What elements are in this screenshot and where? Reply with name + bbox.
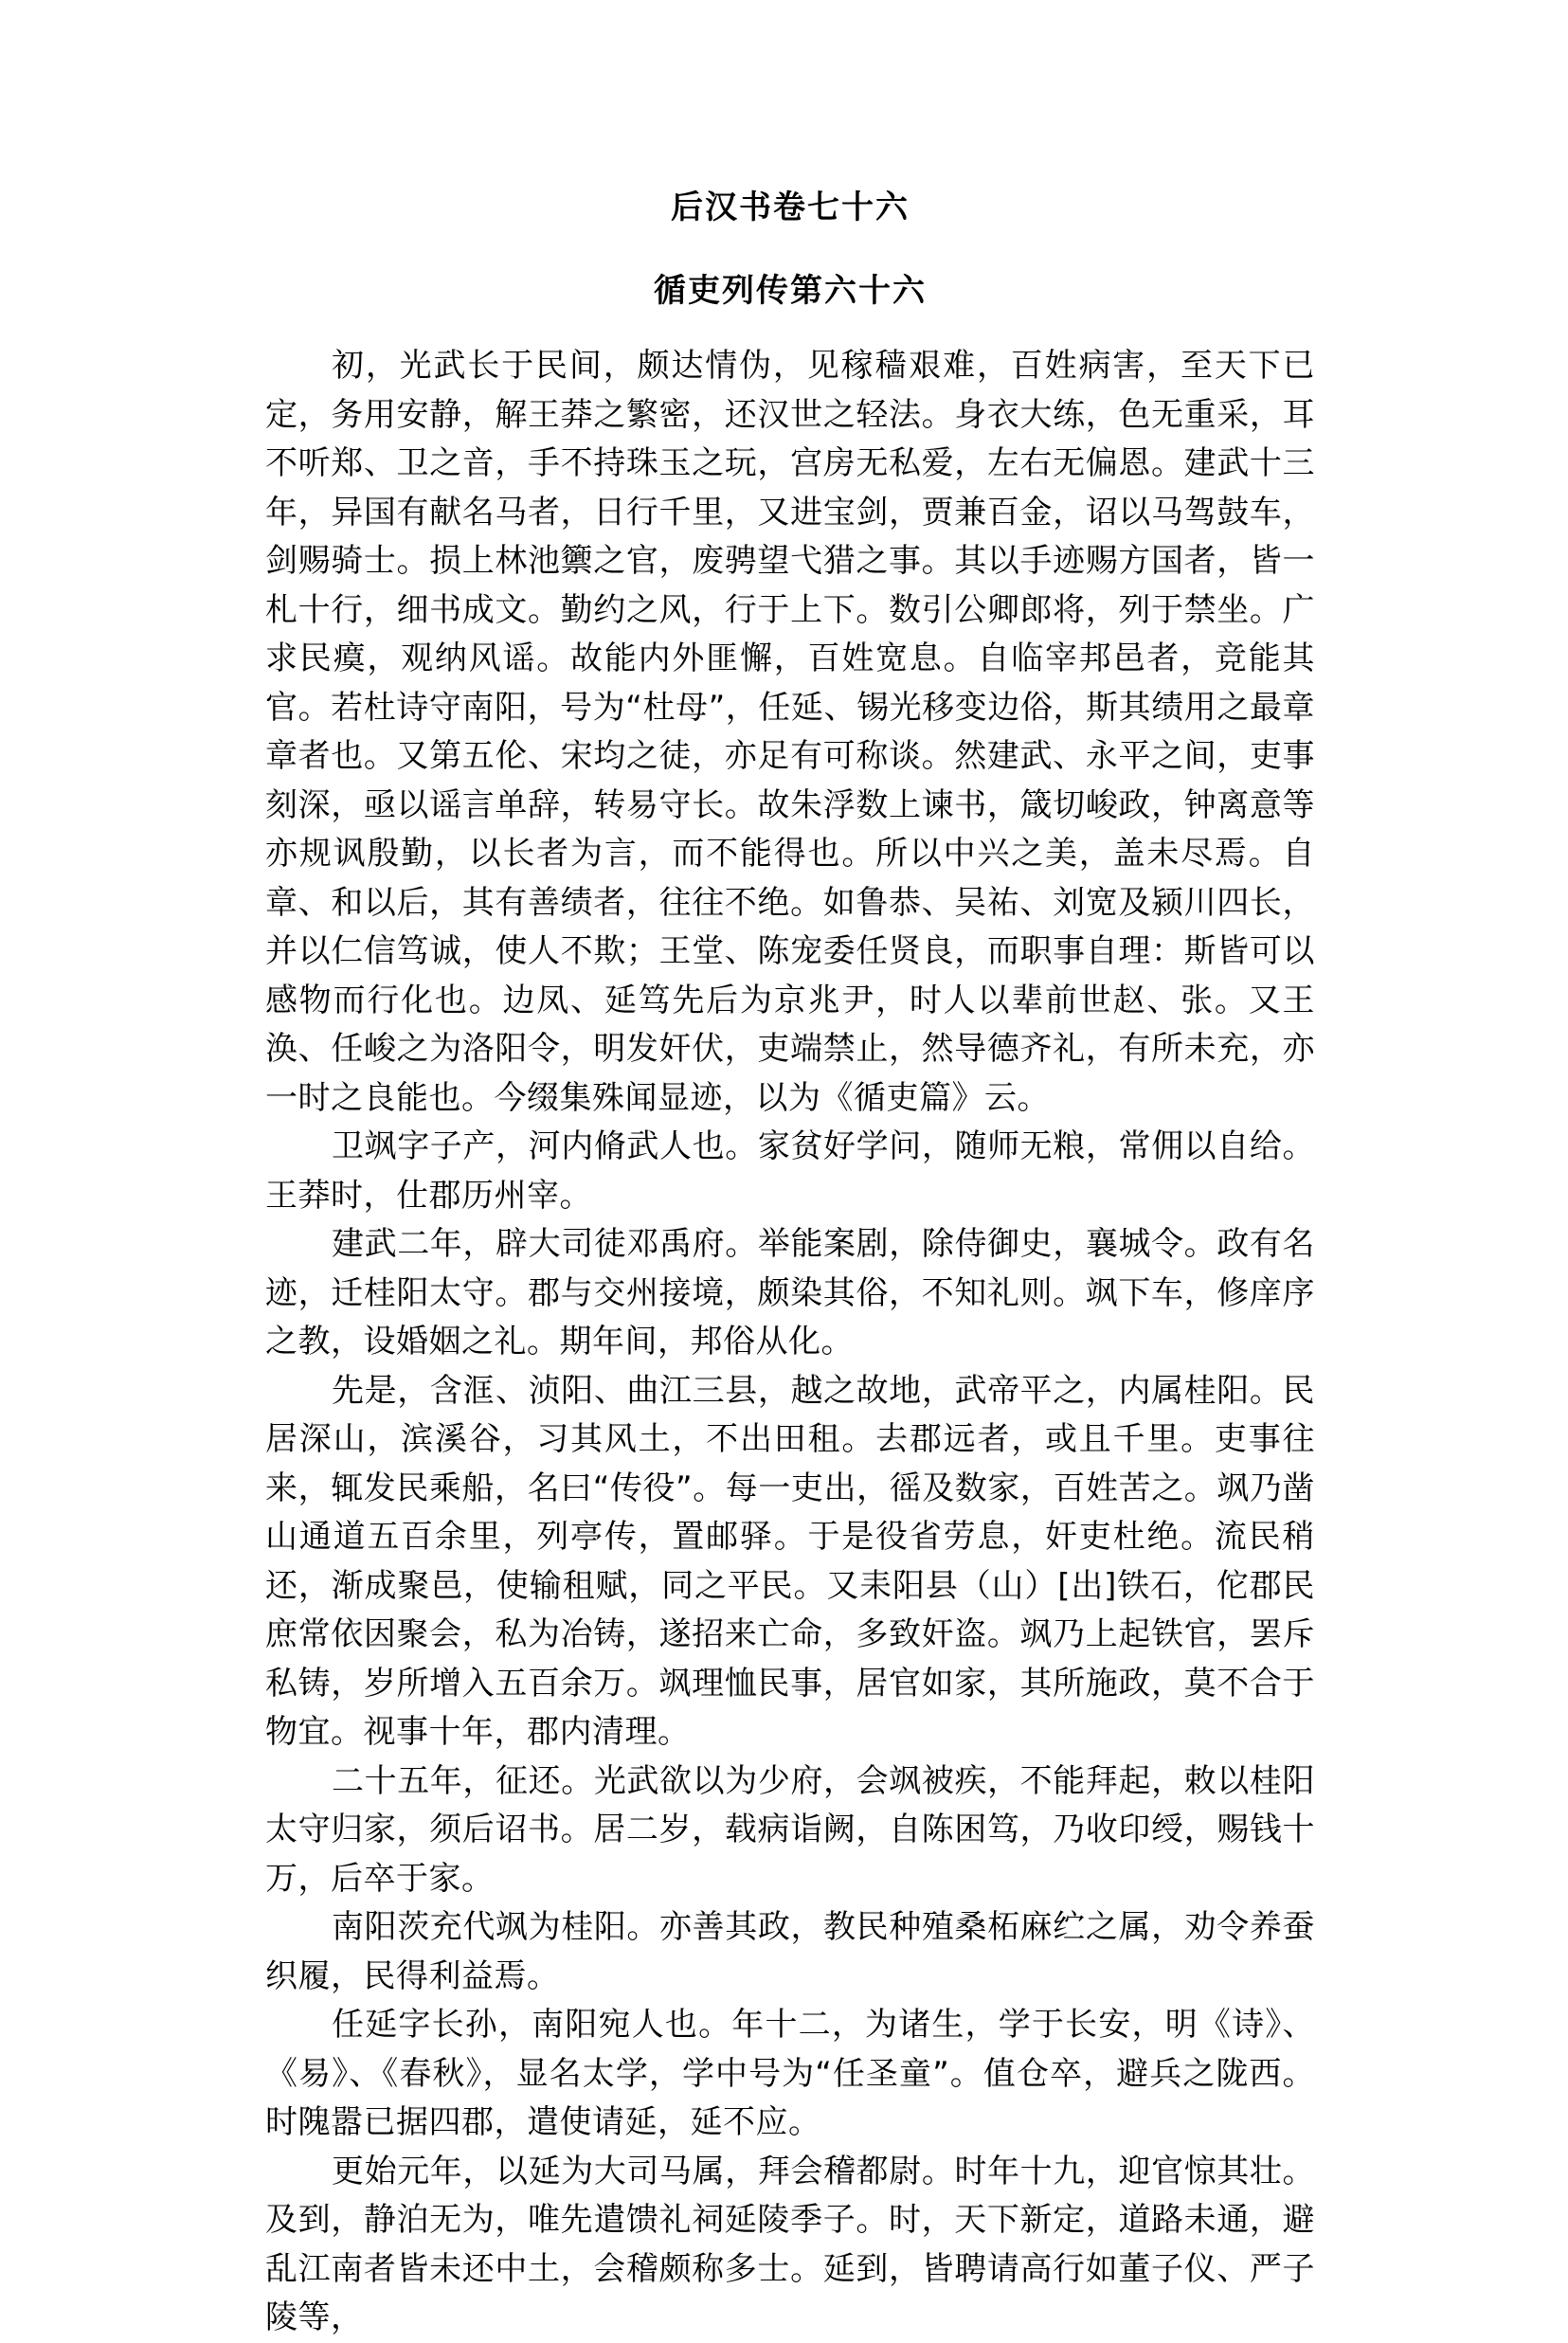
book-title: 后汉书卷七十六 [671,189,910,226]
paragraph-ren-yan-bio: 任延字长孙，南阳宛人也。年十二，为诸生，学于长安，明《诗》、《易》、《春秋》，显名太学，学中号为“任圣童”。值仓卒，避兵之陇西。时隗嚣已据四郡，遣使请延，延不应。 [265,2006,1315,2141]
paragraph-gengshi-1: 更始元年，以延为大司马属，拜会稽都尉。时年十九，迎官惊其壮。及到，静泊无为，唯先遣馈礼祠延陵季子。时，天下新定，道路未通，避乱江南者皆未还中土，会稽颇称多士。延到，皆聘请高行如董子仪、严子陵等， [265,2152,1315,2336]
document-page [265,185,1315,2343]
paragraph-guiyang-roads: 先是，含洭、浈阳、曲江三县，越之故地，武帝平之，内属桂阳。民居深山，滨溪谷，习其风土，不出田租。去郡远者，或且千里。吏事往来，辄发民乘船，名曰“传役”。每一吏出，徭及数家，百姓苦之。飒乃凿山通道五百余里，列亭传，置邮驿。于是役省劳息，奸吏杜绝。流民稍还，渐成聚邑，使输租赋，同之平民。又耒阳县（山）[出]铁石，佗郡民庶常依因聚会，私为冶铸，遂招来亡命，多致奸盗。飒乃上起铁官，罢斥私铸，岁所增入五百余万。飒理恤民事，居官如家，其所施政，莫不合于物宜。视事十年，郡内清理。 [265,1371,1315,1751]
chapter-title: 循吏列传第六十六 [654,272,927,310]
paragraph-intro: 初，光武长于民间，颇达情伪，见稼穑艰难，百姓病害，至天下已定，务用安静，解王莽之繁密，还汉世之轻法。身衣大练，色无重采，耳不听郑、卫之音，手不持珠玉之玩，宫房无私爱，左右无偏恩。建武十三年，异国有献名马者，日行千里，又进宝剑，贾兼百金，诏以马驾鼓车，剑赐骑士。损上林池籞之官，废骋望弋猎之事。其以手迹赐方国者，皆一札十行，细书成文。勤约之风，行于上下。数引公卿郎将，列于禁坐。广求民瘼，观纳风谣。故能内外匪懈，百姓宽息。自临宰邦邑者，竞能其官。若杜诗守南阳，号为“杜母”，任延、锡光移变边俗，斯其绩用之最章章者也。又第五伦、宋均之徒，亦足有可称谈。然建武、永平之间，吏事刻深，亟以谣言单辞，转易守长。故朱浮数上谏书，箴切峻政，钟离意等亦规讽殷勤，以长者为言，而不能得也。所以中兴之美，盖未尽焉。自章、和以后，其有善绩者，往往不绝。如鲁恭、吴祐、刘宽及颍川四长，并以仁信笃诚，使人不欺；王堂、陈宠委任贤良，而职事自理：斯皆可以感物而行化也。边凤、延笃先后为京兆尹，时人以辈前世赵、张。又王涣、任峻之为洛阳令，明发奸伏，吏端禁止，然导德齐礼，有所未充，亦一时之良能也。今缀集殊闻显迹，以为《循吏篇》云。 [265,347,1315,1117]
paragraph-ci-chong: 南阳茨充代飒为桂阳。亦善其政，教民种殖桑柘麻纻之属，劝令养蚕织履，民得利益焉。 [265,1908,1315,1995]
paragraph-year-25: 二十五年，征还。光武欲以为少府，会飒被疾，不能拜起，敕以桂阳太守归家，须后诏书。居二岁，载病诣阙，自陈困笃，乃收印绶，赐钱十万，后卒于家。 [265,1761,1315,1898]
paragraph-wei-sa-bio: 卫飒字子产，河内脩武人也。家贫好学问，随师无粮，常佣以自给。王莽时，仕郡历州宰。 [265,1127,1315,1215]
paragraph-jianwu-2: 建武二年，辟大司徒邓禹府。举能案剧，除侍御史，襄城令。政有名迹，迁桂阳太守。郡与交州接境，颇染其俗，不知礼则。飒下车，修庠序之教，设婚姻之礼。期年间，邦俗从化。 [265,1225,1315,1361]
body-text [265,342,1315,2343]
